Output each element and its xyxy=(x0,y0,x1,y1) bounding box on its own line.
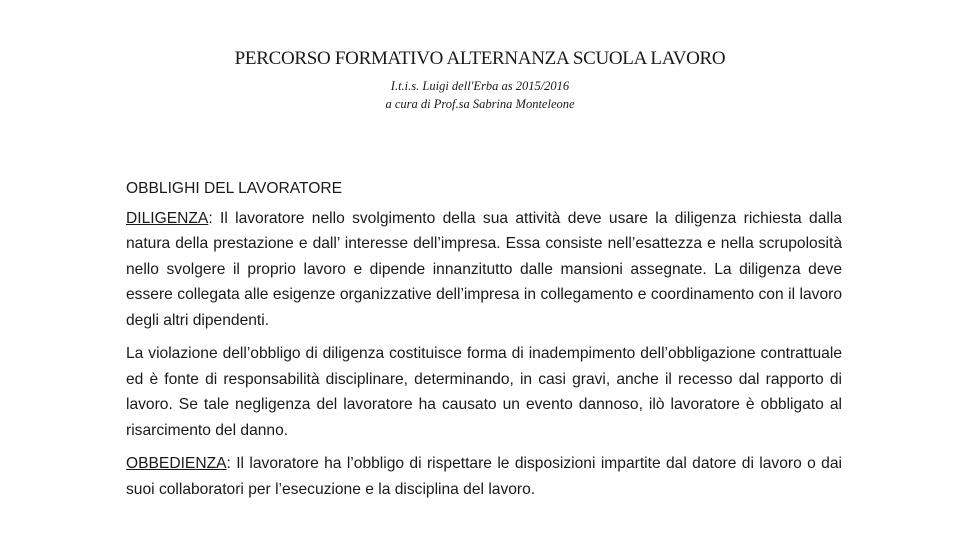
slide-body xyxy=(126,176,842,510)
obbedienza-term: OBBEDIENZA xyxy=(126,455,227,472)
page-title: PERCORSO FORMATIVO ALTERNANZA SCUOLA LAVORO xyxy=(234,48,726,69)
school-subtitle: I.t.i.s. Luigi dell'Erba as 2015/2016 xyxy=(390,79,570,93)
obbedienza-text: : Il lavoratore ha l’obbligo di rispettare le disposizioni impartite dal datore di lavoro o dai suoi collaboratori per l’esecuzione e la disciplina del lavoro. xyxy=(126,455,842,498)
diligenza-text: : Il lavoratore nello svolgimento della sua attività deve usare la diligenza richiesta dalla natura della prestazione e dall’ interesse dell’impresa. Essa consiste nell’esattezza e nella scrupolosità nello svolgere il proprio lavoro e dipende innanzitutto dalle mansioni assegnate. La diligenza deve essere collegata alle esigenze organizzative dell’impresa in collegamento e coordinamento con il lavoro degli altri dipendenti. xyxy=(126,209,842,329)
violazione-paragraph: La violazione dell’obbligo di diligenza costituisce forma di inadempimento dell’obbligazione contrattuale ed è fonte di responsabilità disciplinare, determinando, in casi gravi, anche il recesso dal rapporto di lavoro. Se tale negligenza del lavoratore ha causato un evento dannoso, ilò lavoratore è obbligato al risarcimento del danno. xyxy=(126,345,842,439)
diligenza-term: DILIGENZA xyxy=(126,209,209,227)
author-subtitle: a cura di Prof.sa Sabrina Monteleone xyxy=(385,97,575,111)
section-heading: OBBLIGHI DEL LAVORATORE xyxy=(126,180,343,197)
obbedienza-paragraph xyxy=(126,451,842,502)
diligenza-paragraph xyxy=(126,206,842,334)
